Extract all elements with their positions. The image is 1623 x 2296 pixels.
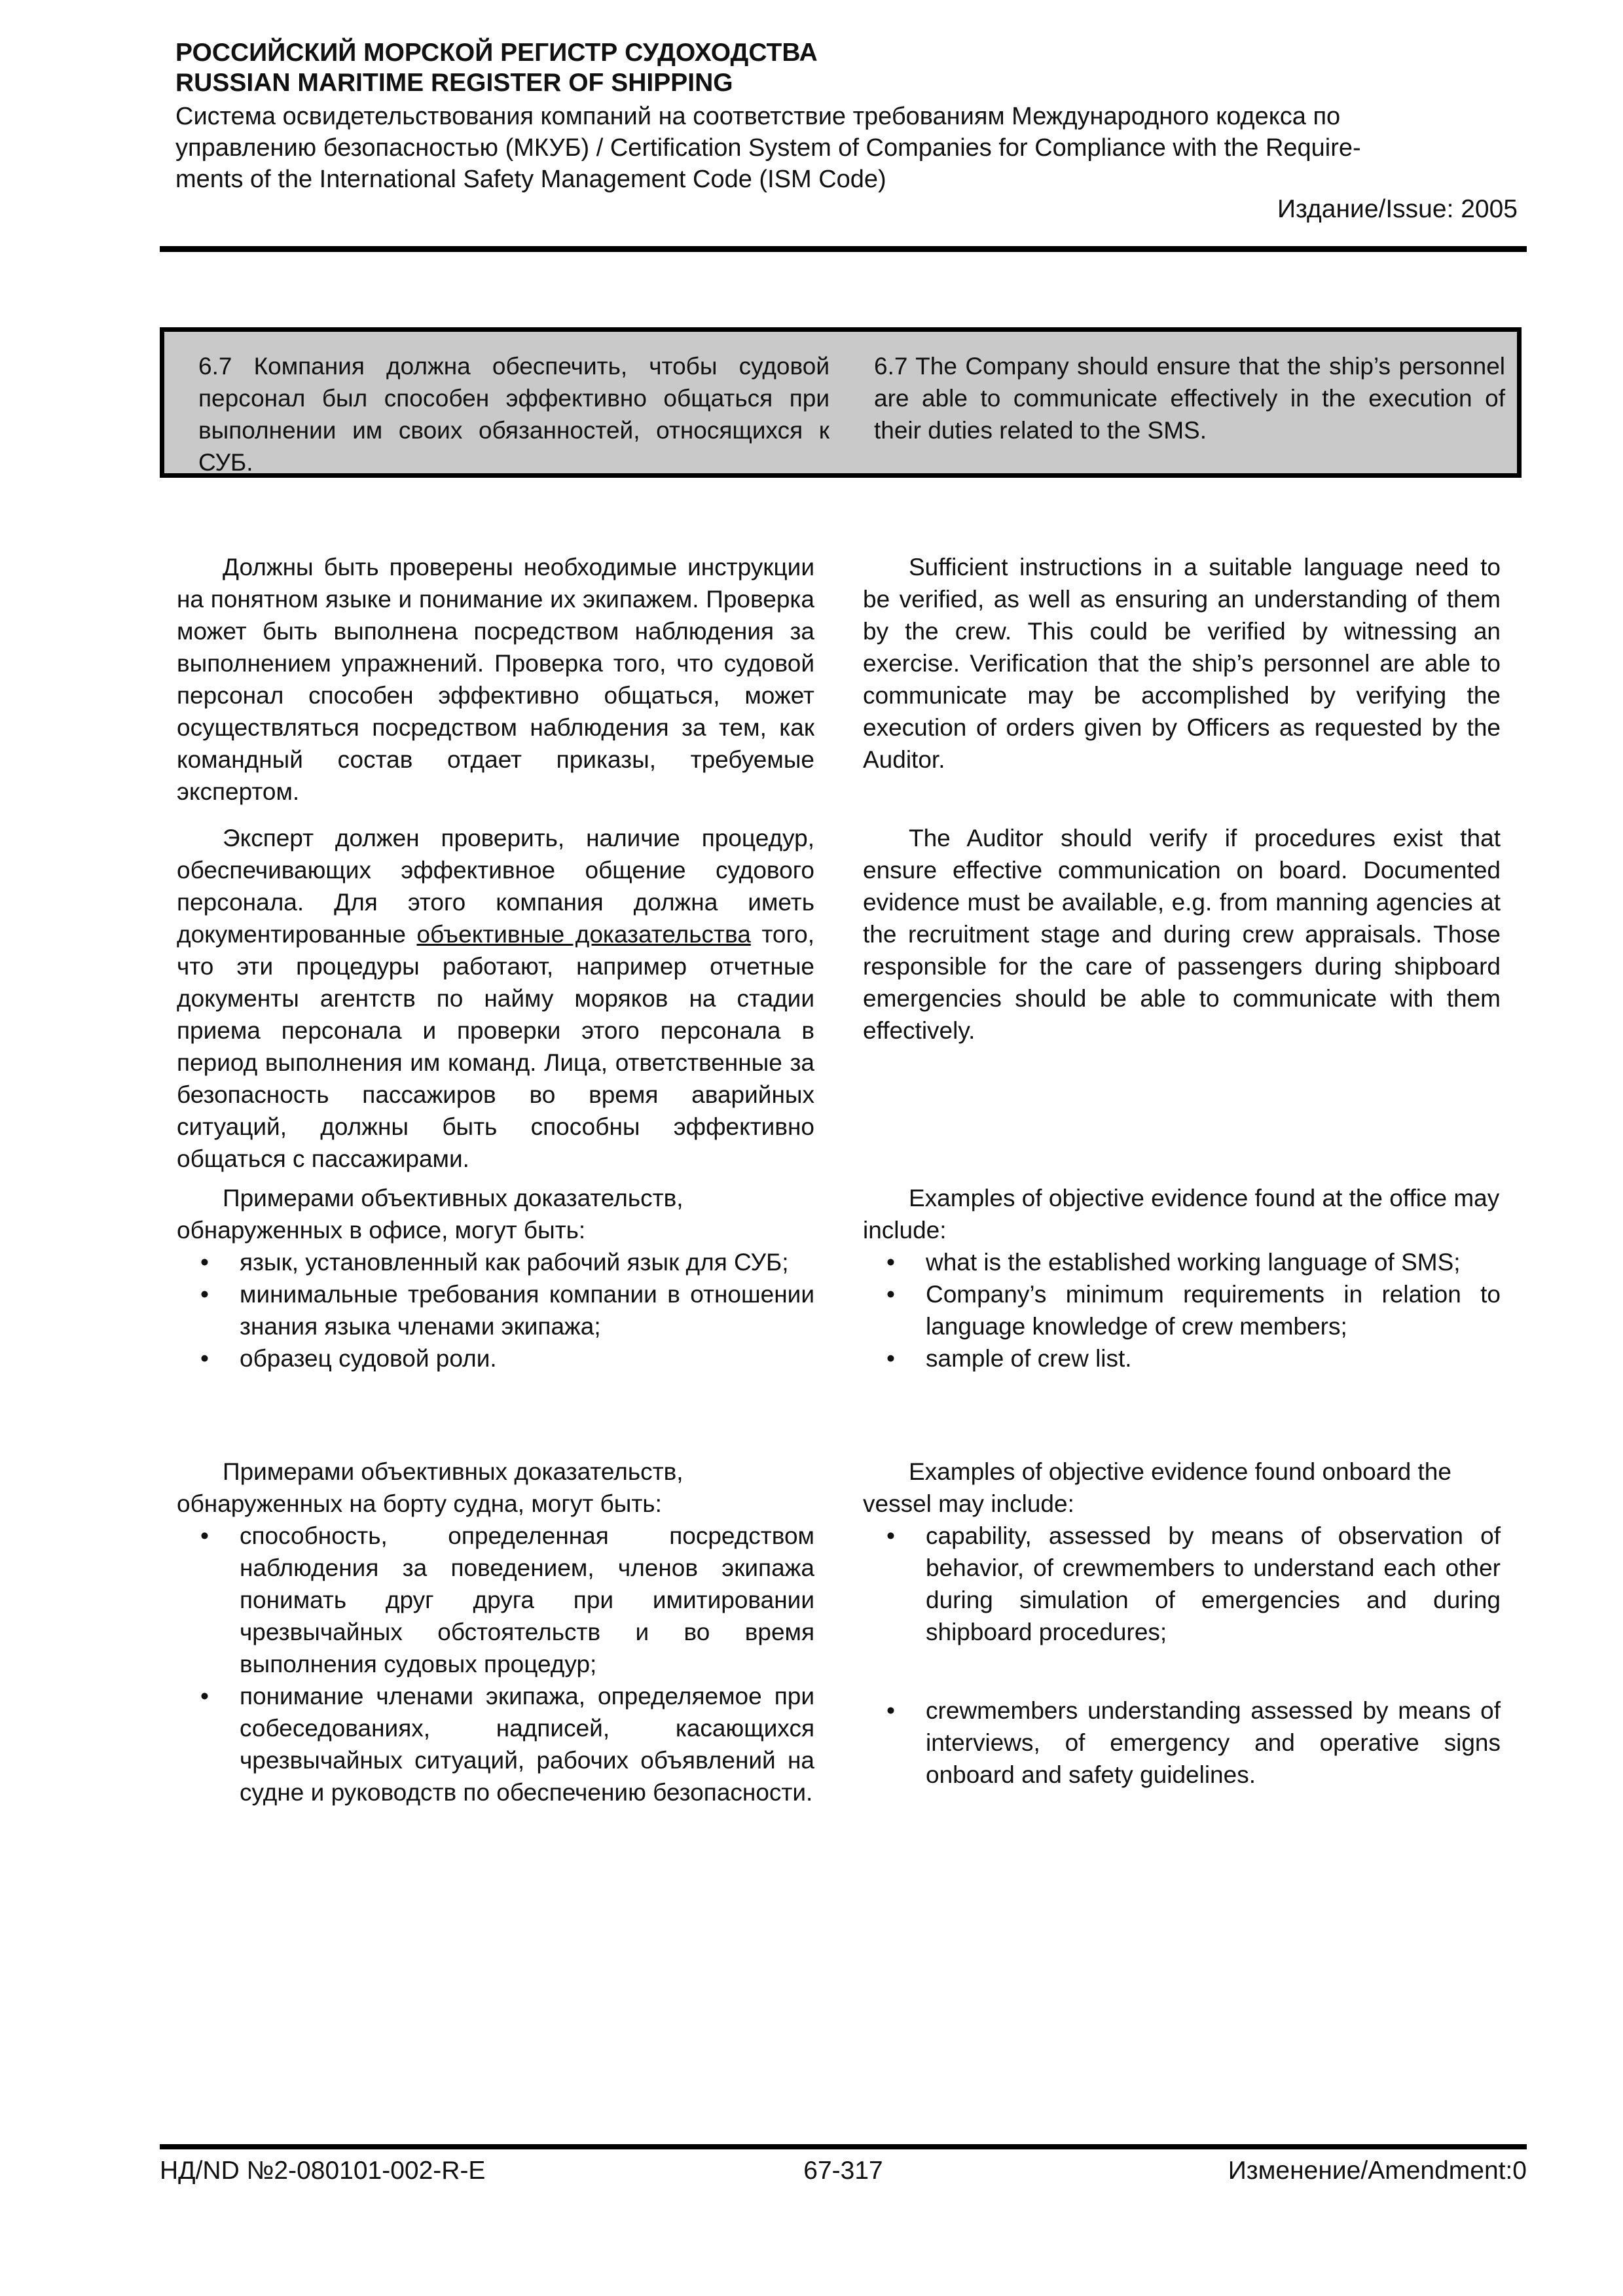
issue-label: Издание/Issue: 2005 [1277, 195, 1518, 223]
org-name-ru: РОССИЙСКИЙ МОРСКОЙ РЕГИСТР СУДОХОДСТВА [175, 39, 818, 67]
list-item: • минимальные требования компании в отношении знания языка членами экипажа; [177, 1278, 814, 1342]
office-intro-en: Examples of objective evidence found at the office may include: [863, 1185, 1500, 1244]
bullet-icon: • [886, 1249, 895, 1276]
bullet-icon: • [200, 1345, 209, 1372]
list-item: • capability, assessed by means of observation of behavior, of crewmembers to understand each other during simulation of emergencies and during shipboard procedures; [863, 1520, 1501, 1648]
paragraph-ru-2 [177, 822, 814, 1175]
list-item: • sample of crew list. [863, 1342, 1501, 1374]
list-item: • понимание членами экипажа, определяемое при собеседованиях, надписей, касающихся чрезвычайных ситуаций, рабочих объявлений на судне и руководств по обеспечению безопасности. [177, 1680, 814, 1808]
list-item: • Company’s minimum requirements in relation to language knowledge of crew members; [863, 1278, 1501, 1342]
office-list-ru [177, 1246, 814, 1374]
footer-divider [160, 2144, 1527, 2149]
page-number: 67-317 [803, 2157, 883, 2185]
bullet-icon: • [200, 1249, 209, 1276]
board-list-en [863, 1520, 1501, 1791]
bullet-icon: • [200, 1683, 209, 1710]
bullet-icon: • [200, 1281, 209, 1308]
list-item: • crewmembers understanding assessed by means of interviews, of emergency and operative signs onboard and safety guidelines. [863, 1695, 1501, 1791]
column-ru [177, 0, 814, 2296]
subtitle-line-2: управлению безопасностью (МКУБ) / Certification System of Companies for Compliance with the Require- [175, 134, 1361, 162]
subtitle-line-3: ments of the International Safety Management Code (ISM Code) [175, 166, 886, 193]
bullet-icon: • [886, 1281, 895, 1308]
amendment-label: Изменение/Amendment:0 [1228, 2157, 1527, 2185]
paragraph-en-2: The Auditor should verify if procedures exist that ensure effective communication on board. Documented evidence must be available, e.g. from manning agencies at the recruitment stage and during crew appraisals. Those responsible for the care of passengers during shipboard emergencies should be able to communicate with them effectively. [863, 825, 1501, 1044]
subtitle-line-1: Система освидетельствования компаний на соответствие требованиям Международного кодекса по [175, 103, 1341, 130]
list-item: • образец судовой роли. [177, 1342, 814, 1374]
office-list-en [863, 1246, 1501, 1374]
objective-evidence-term: объективные доказательства [416, 921, 751, 948]
column-en [863, 0, 1501, 2296]
bullet-icon: • [886, 1522, 895, 1549]
list-item: • what is the established working language of SMS; [863, 1246, 1501, 1278]
board-list-ru [177, 1520, 814, 1808]
clause-text-en: 6.7 The Company should ensure that the ship’s personnel are able to communicate effectively in the execution of their duties related to the SMS. [874, 353, 1505, 444]
org-name-en: RUSSIAN MARITIME REGISTER OF SHIPPING [175, 69, 733, 97]
bullet-icon: • [886, 1697, 895, 1724]
paragraph-en-1: Sufficient instructions in a suitable language need to be verified, as well as ensuring an understanding of them by the crew. This could be verified by witnessing an exercise. Verification that the ship’s personnel are able to communicate may be accomplished by verifying the execution of orders given by Officers as requested by the Auditor. [863, 554, 1501, 773]
bullet-icon: • [886, 1345, 895, 1372]
page-footer [160, 2155, 1527, 2194]
bullet-icon: • [200, 1522, 209, 1549]
board-intro-en: Examples of objective evidence found onboard the vessel may include: [863, 1458, 1451, 1517]
paragraph-ru-2-start: Эксперт должен проверить, наличие процедур, обеспечивающих эффективное общение судового персонала. Для этого компания должна иметь документированные [177, 825, 814, 948]
list-item: • способность, определенная посредством наблюдения за поведением, членов экипажа понимать друг друга при имитировании чрезвычайных обстоятельств и во время выполнения судовых процедур; [177, 1520, 814, 1680]
board-intro-ru: Примерами объективных доказательств, обнаруженных на борту судна, могут быть: [177, 1458, 684, 1517]
list-item: • язык, установленный как рабочий язык для СУБ; [177, 1246, 814, 1278]
document-number: НД/ND №2-080101-002-R-E [160, 2157, 486, 2185]
office-intro-ru: Примерами объективных доказательств, обнаруженных в офисе, могут быть: [177, 1185, 684, 1244]
paragraph-ru-2-end: того, что эти процедуры работают, например отчетные документы агентств по найму моряков на стадии приема персонала и проверки этого персонала в период выполнения им команд. Лица, ответственные за безопасность пассажиров во время аварийных ситуаций, должны быть способны эффективно общаться с пассажирами. [177, 921, 814, 1172]
clause-text-ru: 6.7 Компания должна обеспечить, чтобы судовой персонал был способен эффективно общаться при выполнении им своих обязанностей, относящихся к СУБ. [198, 353, 830, 476]
paragraph-ru-1: Должны быть проверены необходимые инструкции на понятном языке и понимание их экипажем. Проверка может быть выполнена посредством наблюдения за выполнением упражнений. Проверка того, что судовой персонал способен эффективно общаться, может осуществляться посредством наблюдения за тем, как командный состав отдает приказы, требуемые экспертом. [177, 554, 814, 805]
